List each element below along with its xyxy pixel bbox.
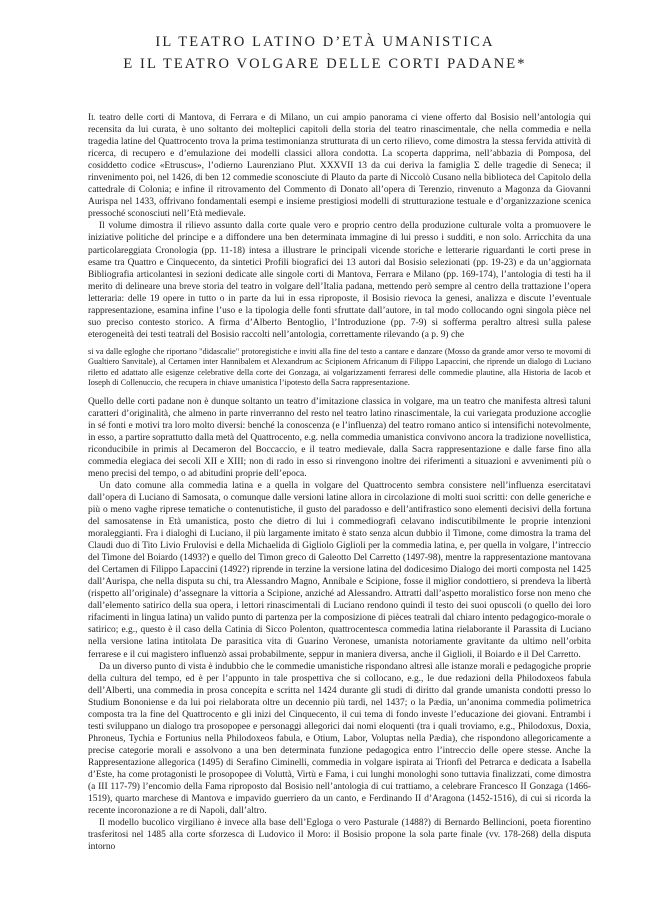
paragraph-text: teatro delle corti di Mantova, di Ferrara e di Milano, un cui ampio panorama ci viene offerto dal Bosisio nell’antologia qui recensita da lui curata, è uno soltanto dei molteplici capitoli della storia del teatro rinascimentale, che nella commedia e nella tragedia latine del Quattrocento trova la prima testimonianza strutturata di un certo rilievo, come dimostra la stessa fervida attività di ricerca, di recupero e d’emulazione dei modelli classici allora condotta. La scoperta dapprima, nell’abbazia di Pomposa, del cosiddetto codice «Etruscus», l’odierno Laurenziano Plut. XXXVII 13 da cui deriva la famiglia Σ delle tragedie di Seneca; il rinvenimento poi, nel 1426, di ben 12 commedie sconosciute di Plauto da parte di Niccolò Cusano nella biblioteca del Capitolo della cattedrale di Colonia; e infine il ritrovamento del Commento di Donato all’opera di Terenzio, rinvenuto a Magonza da Giovanni Aurispa nel 1433, offrivano fondamentali esempi e insieme prestigiosi modelli di strutturazione testuale e d’organizzazione scenica pressoché sconosciuti nell’Età medievale. — [88, 113, 591, 220]
page-title-line-2: E IL TEATRO VOLGARE DELLE CORTI PADANE* — [123, 56, 527, 72]
paragraph-2: Il volume dimostra il rilievo assunto dalla corte quale vero e proprio centro della produzione culturale volta a promuovere le iniziative politiche del principe e a diffondere una ben determinata immagine di lui presso i sudditi, e non solo. Arricchita da una particolareggiata Cronologia (pp. 11-18) intesa a illustrare le principali vicende storiche e letterarie riguardanti le corti prese in esame tra Quattro e Cinquecento, da sintetici Profili biografici dei 13 autori dal Bosisio selezionati (pp. 19-23) e da un’aggiornata Bibliografia articolantesi in sezioni dedicate alle singole corti di Mantova, Ferrara e Milano (pp. 169-174), l’antologia di testi ha il merito di delineare una breve storia del teatro in volgare dell’Italia padana, mettendo però sempre al centro della trattazione l’opera letteraria: delle 19 opere in tutto o in parte da lui in essa riproposte, il Bosisio rievoca la genesi, analizza e discute l’eventuale rappresentazione, esamina infine l’uso e la tipologia delle fonti sfruttate dall’autore, in tal modo collocando ogni singola pièce nel suo preciso contesto storico. A firma d’Alberto Bentoglio, l’Introduzione (pp. 7-9) si sofferma peraltro altresì sulla palese eterogeneità dei testi teatrali del Bosisio raccolti nell’antologia, correttamente rilevando (a p. 9) che — [88, 221, 591, 340]
article-body — [88, 112, 591, 853]
dropcap-word: Il — [88, 113, 96, 123]
paragraph-4: Un dato comune alla commedia latina e a quella in volgare del Quattrocento sembra consistere nell’influenza esercitatavi dall’opera di Luciano di Samosata, o comunque dalle versioni latine allora in circolazione di molti suoi scritti: con delle generiche e più o meno vaghe riprese tematiche o contenutistiche, il gusto del paradosso e dell’antifrastico sono elementi decisivi della fortuna del samosatense in Età umanistica, posto che dietro di lui i commediografi celavano indiscutibilmente le proprie intenzioni moraleggianti. Fra i dialoghi di Luciano, il più largamente imitato è stato senza alcun dubbio il Timone, come dimostra la trama del Claudi duo di Tito Livio Frulovisi e della Michaelida di Gigliolo Giglioli per la commedia latina, e, per quella in volgare, l’intreccio del Timone del Boiardo (1493?) e quello del Timon greco di Galeotto Del Carretto (1497-98), mentre la rappresentazione mantovana del Certamen di Filippo Lapaccini (1492?) riprende in terzine la versione latina del dodicesimo Dialogo dei morti composta nel 1425 dall’Aurispa, che nella disputa su chi, tra Alessandro Magno, Annibale e Scipione, fosse il miglior condottiero, si prendeva la libertà (rispetto all’originale) d’assegnare la vittoria a Scipione, anziché ad Alessandro. Attratti dall’aspetto moralistico forse non meno che dall’elemento satirico della sua opera, i lettori rinascimentali di Luciano rendono quindi il testo dei suoi opuscoli (o quello dei loro rifacimenti in lingua latina) un valido punto di partenza per la composizione di pièces teatrali dal chiaro intento pedagogico-morale o satirico; e.g., questo è il caso della Catinia di Sicco Polenton, quattrocentesca commedia latina rielaborante il Parassita di Luciano nella versione latina intitolata De parasitica vita di Guarino Veronese, umanista notoriamente gravitante da ultimo nell’orbita ferrarese e il cui magistero influenzò assai probabilmente, seppur in maniera diversa, anche il Giglioli, il Boiardo e il Del Carretto. — [88, 480, 591, 660]
block-quotation: si va dalle egloghe che riportano "didascalie" protoregistiche e inviti alla fine del testo a cantare e danzare (Mosso da grande amor verso te movomi di Gualtiero Sanvitale), al Certamen inter Hannibalem et Alexandrum ac Scipionem Africanum di Filippo Lapaccini, che riprende un dialogo di Luciano riletto ed adattato alle esigenze celebrative della corte dei Gonzaga, ai volgarizzamenti ferraresi delle commedie plautine, alla Historia de Iacob et Ioseph di Collenuccio, che recupera in chiave umanistica l’ipotesto della Sacra rappresentazione. — [88, 346, 591, 388]
paragraph-1 — [88, 112, 591, 220]
paragraph-5: Da un diverso punto di vista è indubbio che le commedie umanistiche rispondano altresì alle istanze morali e pedagogiche proprie della cultura del tempo, ed è per l’appunto in tale prospettiva che si collocano, e.g., le due redazioni della Philodoxeos fabula dell’Alberti, una commedia in prosa concepita e scritta nel 1424 durante gli studi di diritto dal grande umanista condotti presso lo Studium Bononiense e da lui poi rielaborata oltre un decennio più tardi, nel 1437; o la Pædia, un’anonima commedia polimetrica composta tra la fine del Quattrocento e gli inizi del Cinquecento, il cui tema di fondo investe l’educazione dei giovani. Entrambi i testi sviluppano un dialogo tra prosopopee e personaggi allegorici dai nomi eloquenti (tra i quali troviamo, e.g., Philodoxus, Doxia, Phroneus, Tychia e Fortunius nella Philodoxeos fabula, e Otium, Labor, Voluptas nella Pædia), che rispondono allegoricamente a precise categorie morali e assolvono a una ben determinata funzione pedagogica entro l’intreccio delle opere stesse. Anche la Rappresentazione allegorica (1495) di Serafino Ciminelli, commedia in volgare ispirata ai Trionfi del Petrarca e dedicata a Isabella d’Este, ha come protagonisti le prosopopee di Voluttà, Virtù e Fama, i cui lunghi monologhi sono tuttavia finalizzati, come dimostra (a III 117-79) l’encomio della Fama riproposto dal Bosisio nell’antologia di cui trattiamo, a celebrare Francesco II Gonzaga (1466-1519), quarto marchese di Mantova e impavido guerriero da un canto, e Ferdinando II d’Aragona (1452-1516), di cui si ricorda la recente incoronazione a re di Napoli, dall’altro. — [88, 661, 591, 817]
paragraph-6: Il modello bucolico virgiliano è invece alla base dell’Egloga o vero Pasturale (1488?) di Bernardo Bellincioni, poeta fiorentino trasferitosi nel 1485 alla corte sforzesca di Ludovico il Moro: il Bosisio propone la sola parte finale (vv. 178-268) della disputa intorno — [88, 818, 591, 853]
paragraph-3: Quello delle corti padane non è dunque soltanto un teatro d’imitazione classica in volgare, ma un teatro che manifesta altresì taluni caratteri d’originalità, che almeno in parte rinverranno del resto nel teatro latino rinascimentale, la cui variegata produzione accoglie in sé fonti e motivi tra loro molto diversi: benché la conoscenza (e l’influenza) del teatro romano antico si intensifichi notevolmente, in esso, a partire soprattutto dalla metà del Quattrocento, e.g. nella commedia umanistica convivono ancora la tradizione novellistica, riconducibile in primis al Decameron del Boccaccio, e il teatro medievale, dalla Sacra rappresentazione e dalle farse fino alla commedia elegiaca dei secoli XII e XIII; non di rado in esso si rinvengono inoltre dei riferimenti a situazioni e avvenimenti più o meno precisi del tempo, o ad abitudini proprie dell’epoca. — [88, 396, 591, 479]
page-title-line-1: IL TEATRO LATINO D’ETÀ UMANISTICA — [155, 34, 495, 50]
